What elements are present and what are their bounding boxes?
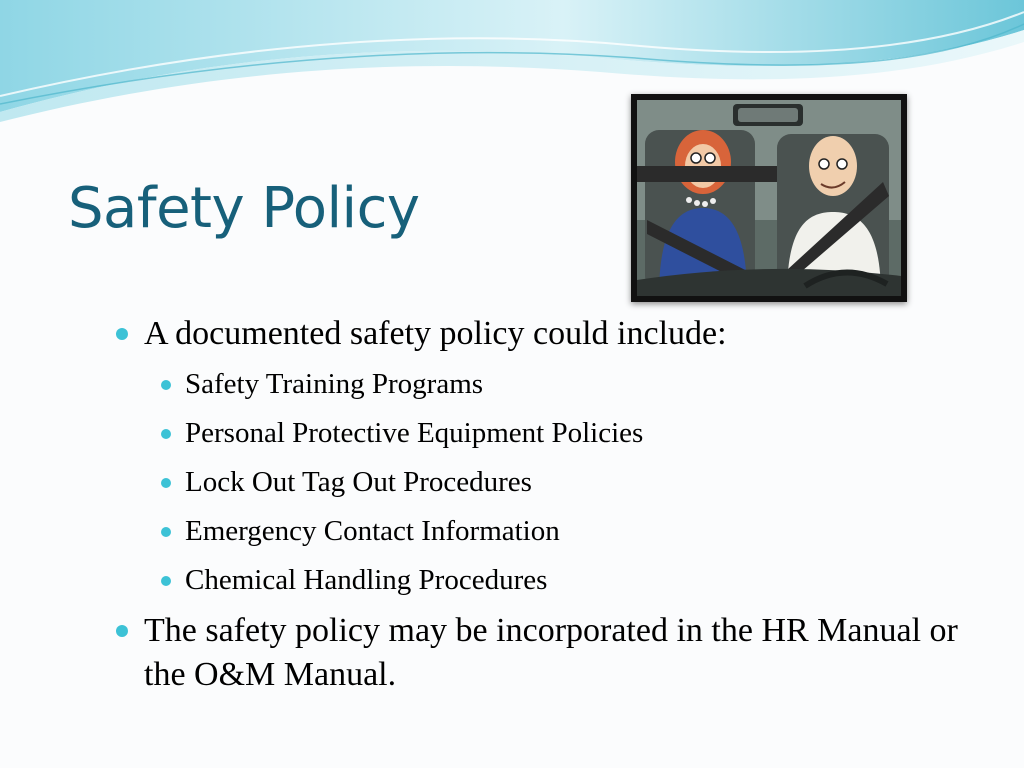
- sub-bullet-text: Personal Protective Equipment Policies: [185, 417, 644, 449]
- bullet-text: A documented safety policy could include:: [144, 315, 727, 352]
- sub-bullet-text: Lock Out Tag Out Procedures: [185, 466, 532, 498]
- slide-title: Safety Policy: [68, 176, 420, 241]
- cartoon-seatbelt-image: [631, 94, 907, 302]
- cartoon-illustration: [637, 100, 901, 296]
- sub-bullet-item: [110, 458, 970, 507]
- sub-bullet-list: [110, 360, 970, 605]
- sub-bullet-item: [110, 360, 970, 409]
- bullet-dot-icon: [116, 625, 128, 637]
- sub-bullet-item: [110, 556, 970, 605]
- sub-bullet-text: Safety Training Programs: [185, 368, 484, 400]
- bullet-text: The safety policy may be incorporated in the HR Manual or the O&M Manual.: [144, 612, 958, 693]
- sub-bullet-text: Chemical Handling Procedures: [185, 564, 548, 596]
- bullet-item: [110, 609, 970, 697]
- sub-bullet-item: [110, 409, 970, 458]
- bullet-dot-icon: [161, 478, 171, 488]
- sub-bullet-item: [110, 507, 970, 556]
- bullet-content: [110, 312, 970, 697]
- bullet-dot-icon: [161, 576, 171, 586]
- bullet-dot-icon: [116, 328, 128, 340]
- bullet-dot-icon: [161, 380, 171, 390]
- bullet-dot-icon: [161, 429, 171, 439]
- bullet-item: [110, 312, 970, 356]
- bullet-dot-icon: [161, 527, 171, 537]
- sub-bullet-text: Emergency Contact Information: [185, 515, 560, 547]
